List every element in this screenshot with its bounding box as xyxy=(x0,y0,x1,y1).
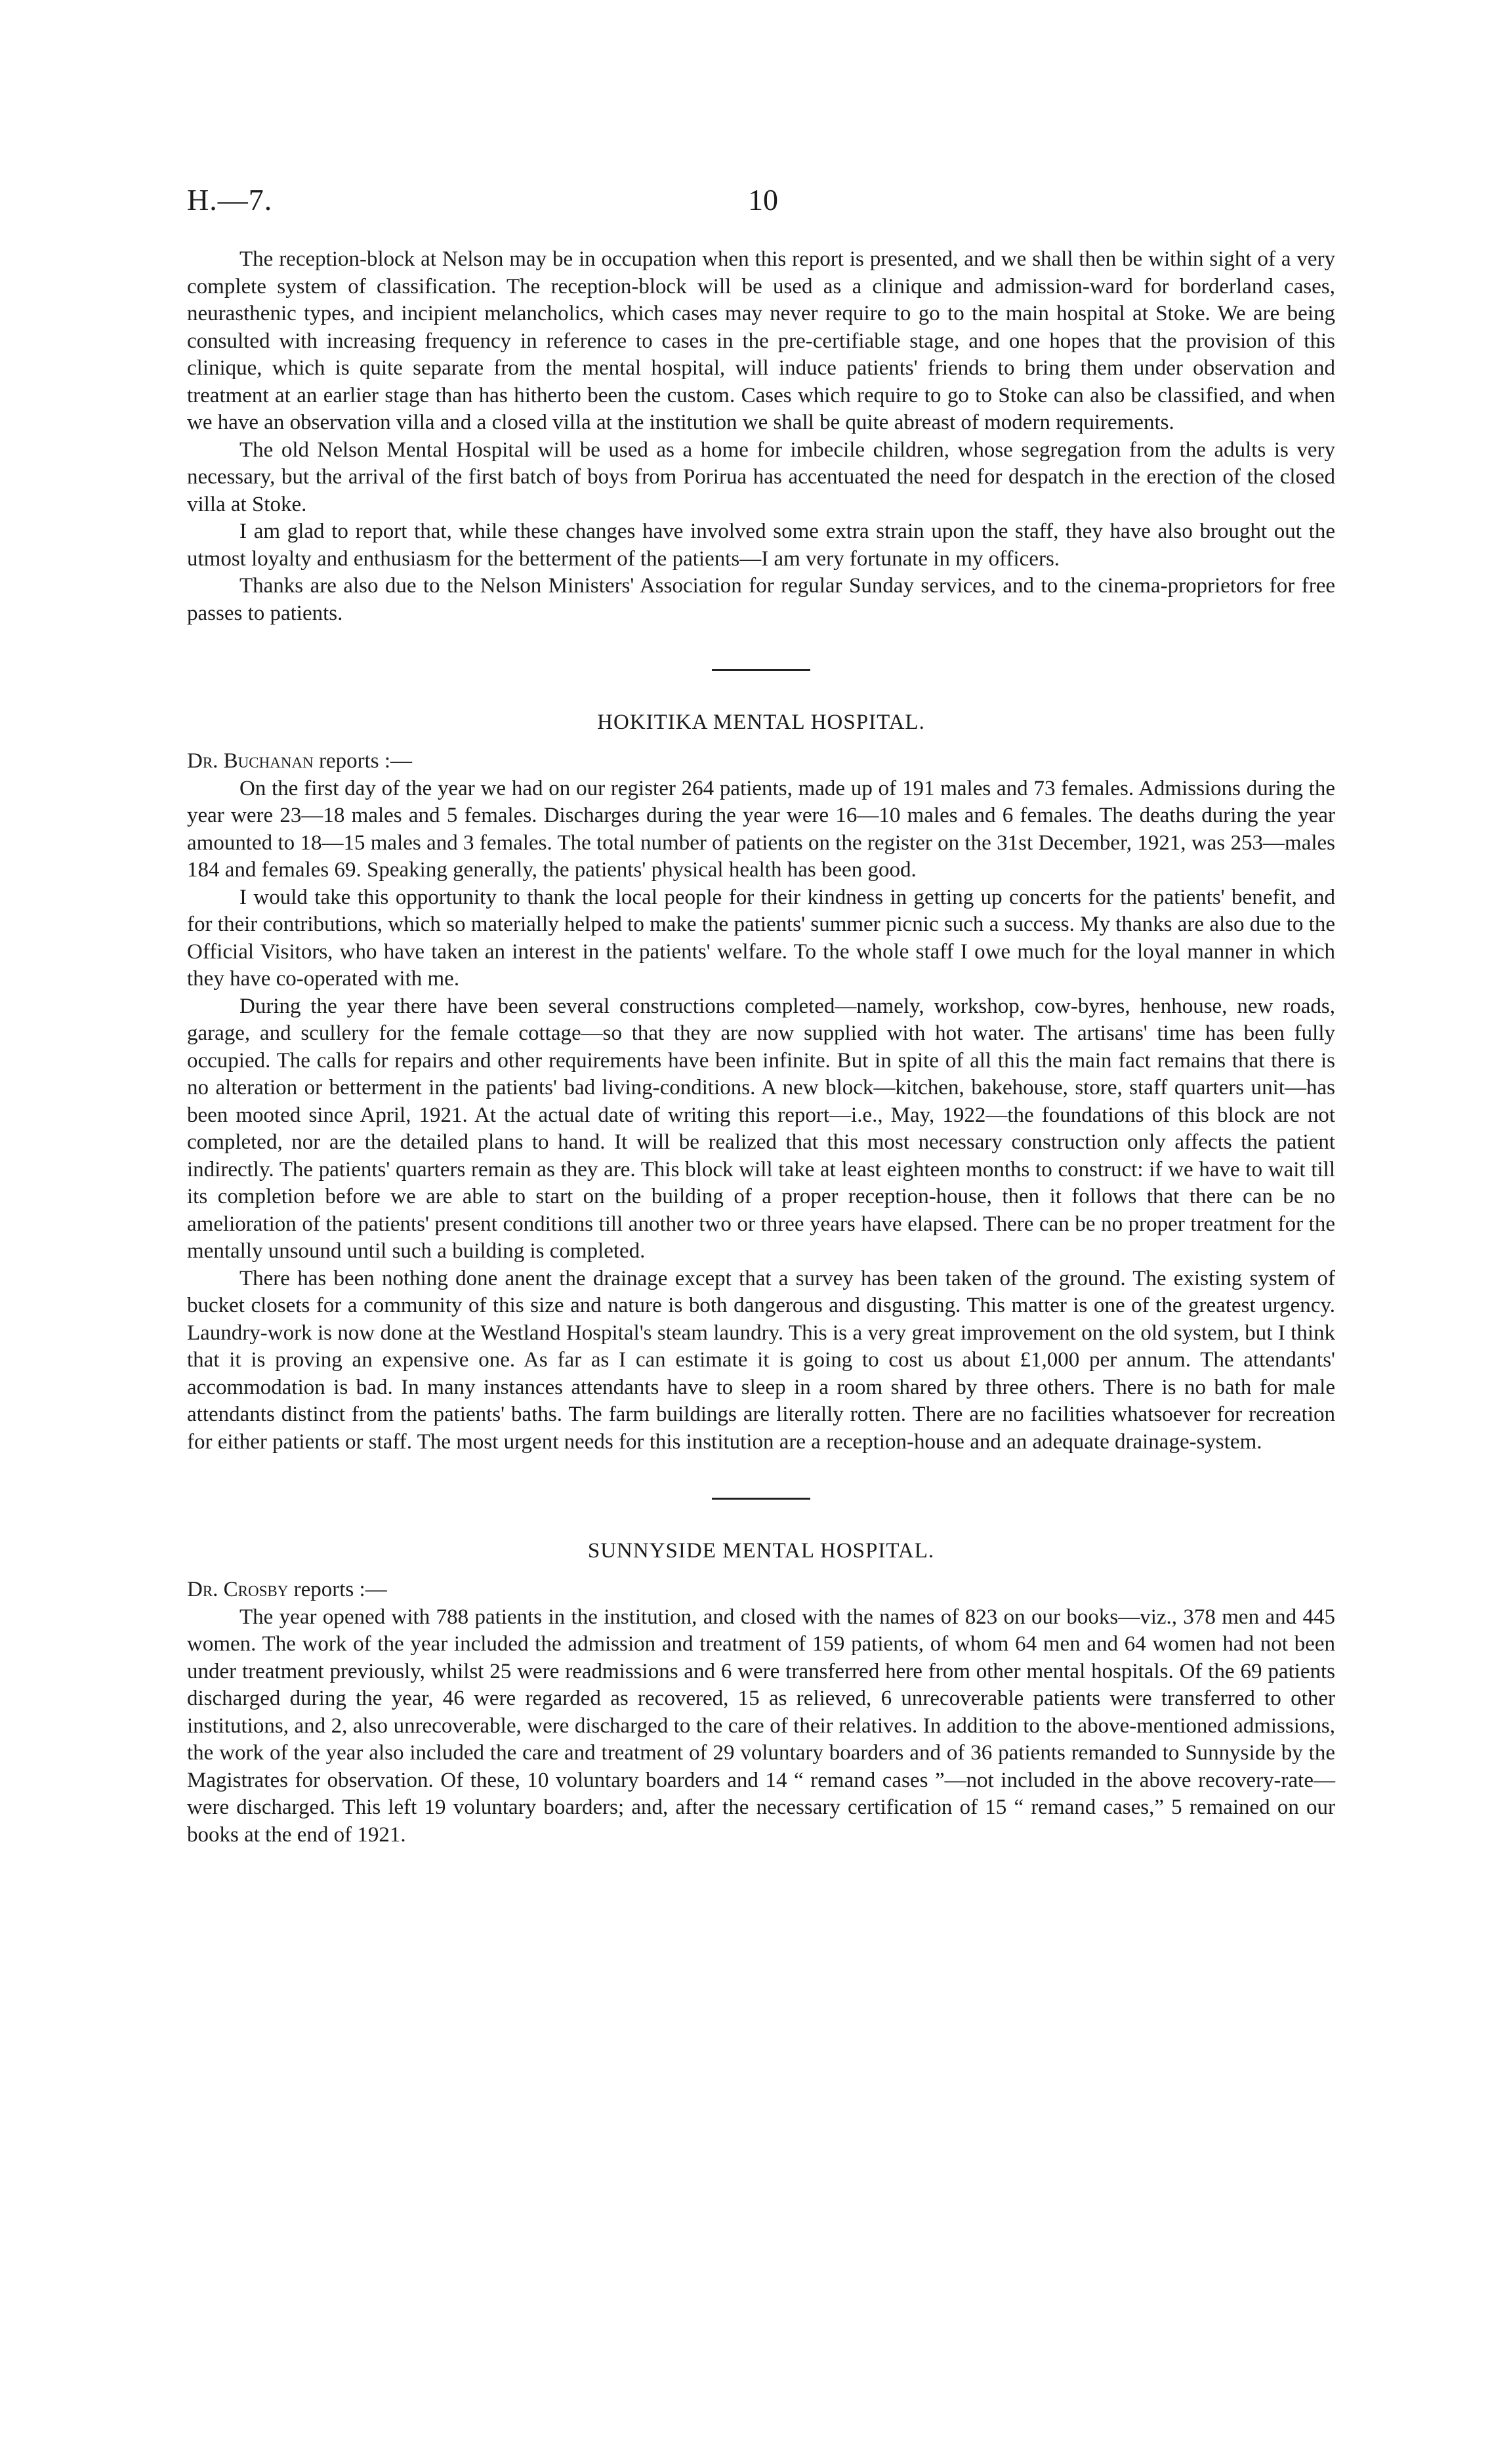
sunnyside-section xyxy=(187,1539,1335,1849)
paragraph: The reception-block at Nelson may be in occupation when this report is presented, and we shall then be within sight of a very complete system of classification. The reception-block will be used as a clinique and admission-ward for borderland cases, neurasthenic types, and incipient melancholics, which cases may never require to go to the main hospital at Stoke. We are being consulted with increasing frequency in reference to cases in the pre-certifiable stage, and one hopes that the provision of this clinique, which is quite separate from the mental hospital, will induce patients' friends to bring them under observation and treatment at an earlier stage than has hitherto been the custom. Cases which require to go to Stoke can also be classified, and when we have an observation villa and a closed villa at the institution we shall be quite abreast of modern requirements. xyxy=(187,247,1335,434)
nelson-report-continuation xyxy=(187,246,1335,627)
section-title: HOKITIKA MENTAL HOSPITAL. xyxy=(597,710,925,734)
page-header xyxy=(187,182,1335,222)
paragraph: There has been nothing done anent the drainage except that a survey has been taken of the ground. The existing system of bucket closets for a community of this size and nature is both dangerous and disgusting. This matter is one of the greatest urgency. Laundry-work is now done at the Westland Hospital's steam laundry. This is a very great improvement on the old system, but I think that it is proving an expensive one. As far as I can estimate it is going to cost us about £1,000 per annum. The attendants' accommodation is bad. In many instances attendants have to sleep in a room shared by three others. There is no bath for male attendants distinct from the patients' baths. The farm buildings are literally rotten. There are no facilities whatsoever for recreation for either patients or staff. The most urgent needs for this institution are a reception-house and an adequate drainage-system. xyxy=(187,1266,1335,1454)
paragraph: Thanks are also due to the Nelson Ministers' Association for regular Sunday services, and to the cinema-proprietors for free passes to patients. xyxy=(187,574,1335,625)
paragraph: I am glad to report that, while these changes have involved some extra strain upon the staff, they have also brought out the utmost loyalty and enthusiasm for the betterment of the patients—I am very fortunate in my officers. xyxy=(187,520,1335,571)
paragraph: I would take this opportunity to thank the local people for their kindness in getting up concerts for the patients' benefit, and for their contributions, which so materially helped to make the patients' summer picnic such a success. My thanks are also due to the Official Visitors, who have taken an interest in the patients' welfare. To the whole staff I owe much for the loyal manner in which they have co-operated with me. xyxy=(187,885,1335,991)
reporter-line xyxy=(187,1576,1335,1604)
hokitika-section xyxy=(187,710,1335,1456)
reporter-name: Dr. Buchanan xyxy=(187,749,314,773)
reporter-line xyxy=(187,748,1335,775)
document-reference: H.—7. xyxy=(187,183,273,216)
reports-label: reports :— xyxy=(293,1578,387,1601)
paragraph: The year opened with 788 patients in the institution, and closed with the names of 823 on our books—viz., 378 men and 445 women. The work of the year included the admission and treatment of 159 patients, of whom 64 men and 64 women had not been under treatment previously, whilst 25 were readmissions and 6 were transferred here from other mental hospitals. Of the 69 patients discharged during the year, 46 were regarded as recovered, 15 as relieved, 6 unrecoverable patients were transferred to other institutions, and 2, also unrecoverable, were discharged to the care of their relatives. In addition to the above-mentioned admissions, the work of the year also included the care and treatment of 29 voluntary boarders and of 36 patients remanded to Sunnyside by the Magistrates for observation. Of these, 10 voluntary boarders and 14 “ remand cases ”—not included in the above recovery-rate—were discharged. This left 19 voluntary boarders; and, after the necessary certification of 15 “ remand cases,” 5 remained on our books at the end of 1921. xyxy=(187,1605,1335,1847)
page-body xyxy=(187,246,1335,1849)
page-number: 10 xyxy=(748,183,778,216)
section-divider xyxy=(712,1498,810,1500)
reports-label: reports :— xyxy=(318,749,412,773)
section-title: SUNNYSIDE MENTAL HOSPITAL. xyxy=(587,1539,935,1563)
paragraph: On the first day of the year we had on our register 264 patients, made up of 191 males and 73 females. Admissions during the year were 23—18 males and 5 females. Discharges during the year were 16—10 males and 6 females. The deaths during the year amounted to 18—15 males and 3 females. The total number of patients on the register on the 31st December, 1921, was 253—males 184 and females 69. Speaking generally, the patients' physical health has been good. xyxy=(187,776,1335,882)
section-divider xyxy=(712,669,810,671)
paragraph: During the year there have been several constructions completed—namely, workshop, cow-byres, henhouse, new roads, garage, and scullery for the female cottage—so that they are now supplied with hot water. The artisans' time has been fully occupied. The calls for repairs and other requirements have been infinite. But in spite of all this the main fact remains that there is no alteration or betterment in the patients' bad living-conditions. A new block—kitchen, bakehouse, store, staff quarters unit—has been mooted since April, 1921. At the actual date of writing this report—i.e., May, 1922—the foundations of this block are not completed, nor are the detailed plans to hand. It will be realized that this most necessary construction only affects the patient indirectly. The patients' quarters remain as they are. This block will take at least eighteen months to construct: if we have to wait till its completion before we are able to start on the building of a proper reception-house, then it follows that there can be no amelioration of the patients' present conditions till another two or three years have elapsed. There can be no proper treatment for the mentally unsound until such a building is completed. xyxy=(187,994,1335,1263)
paragraph: The old Nelson Mental Hospital will be used as a home for imbecile children, whose segregation from the adults is very necessary, but the arrival of the first batch of boys from Porirua has accentuated the need for despatch in the erection of the closed villa at Stoke. xyxy=(187,438,1335,516)
reporter-name: Dr. Crosby xyxy=(187,1578,289,1601)
